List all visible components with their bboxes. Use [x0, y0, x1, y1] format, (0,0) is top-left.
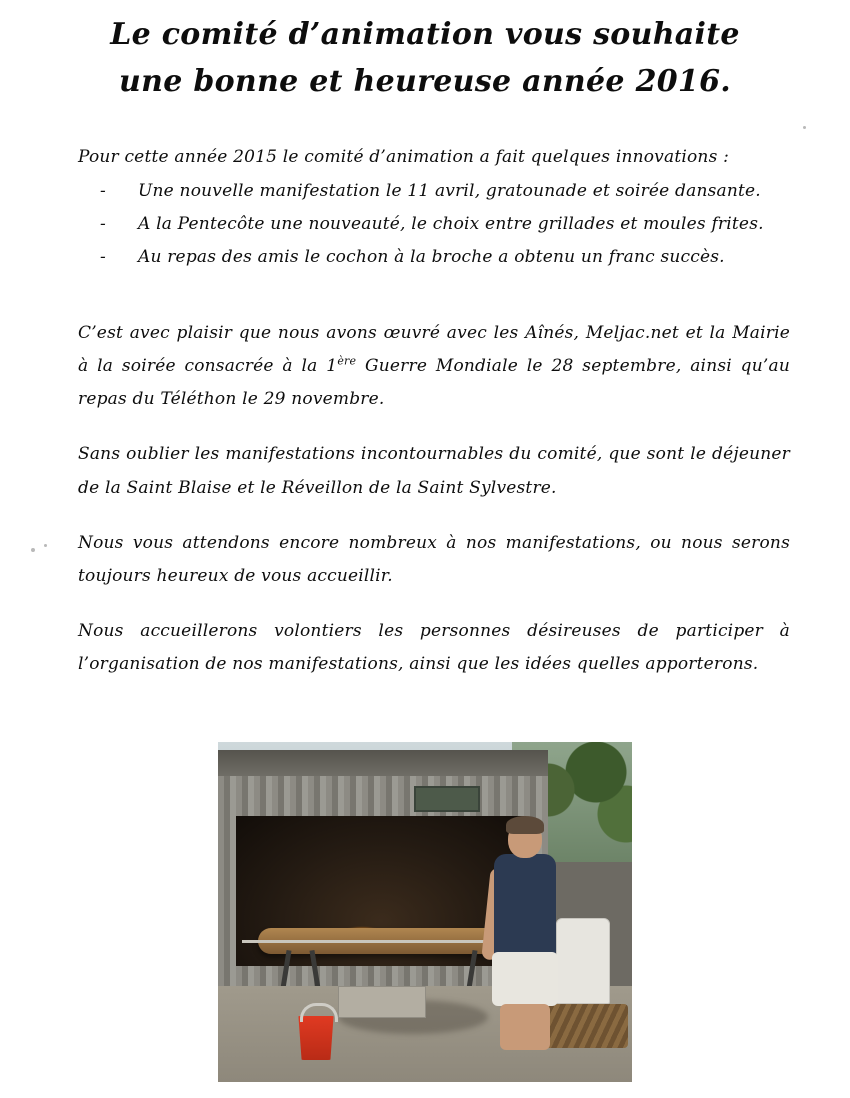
list-item-label: Au repas des amis le cochon à la broche a obtenu un franc succès.	[138, 247, 725, 267]
photo-man-legs	[500, 1004, 550, 1050]
page-title	[52, 12, 798, 105]
bullet-dash: -	[100, 214, 106, 234]
photo-man-hair	[506, 816, 544, 834]
photograph	[218, 742, 632, 1082]
paragraph-text-part2: Guerre Mondiale le 28 septembre, ainsi qu’au repas du Téléthon le 29 novembre.	[78, 356, 791, 410]
list-item-label: Une nouvelle manifestation le 11 avril, gratounade et soirée dansante.	[138, 181, 761, 201]
photo-man-torso	[494, 854, 556, 958]
photo-vent	[414, 786, 480, 812]
intro-paragraph: Pour cette année 2015 le comité d’animation a fait quelques innovations :	[78, 147, 730, 167]
bullet-dash: -	[100, 247, 106, 267]
photo-bucket-handle	[300, 1003, 338, 1022]
scan-speck	[803, 126, 806, 129]
photo-woodpile	[544, 1004, 628, 1048]
innovations-list	[100, 181, 850, 267]
photo-man-shorts	[492, 952, 558, 1006]
scan-speck	[44, 544, 47, 547]
list-item	[100, 247, 850, 267]
list-item	[100, 181, 850, 201]
title-line-2: une bonne et heureuse année 2016.	[118, 63, 732, 99]
list-item	[100, 214, 850, 234]
paragraph-regular-events: Sans oublier les manifestations incontournables du comité, que sont le déjeuner de la Saint Blaise et le Réveillon de la Saint Sylvestre.	[78, 444, 790, 498]
paragraph-invitation: Nous vous attendons encore nombreux à nos manifestations, ou nous serons toujours heureux de vous accueillir.	[78, 532, 790, 586]
ordinal-suffix: ère	[337, 354, 357, 368]
photo-image	[218, 742, 632, 1082]
photo-plastic-chair	[556, 918, 610, 1004]
paragraph-volunteers: Nous accueillerons volontiers les personnes désireuses de participer à l’organisation de nos manifestations, ainsi que les idées quelles apporterons.	[78, 620, 790, 675]
photo-concrete-block	[338, 986, 426, 1018]
list-item-label: A la Pentecôte une nouveauté, le choix entre grillades et moules frites.	[138, 214, 764, 234]
paragraph-text-part1: C’est avec plaisir que nous avons œuvré avec les Aînés, Meljac.net et la Mairie à la soirée consacrée à la 1	[78, 323, 790, 377]
photo-red-bucket	[296, 1016, 336, 1060]
bullet-dash: -	[100, 181, 106, 201]
scan-speck	[31, 548, 35, 552]
photo-shed-roof	[218, 750, 548, 776]
paragraph-partners	[78, 317, 790, 416]
title-line-1: Le comité d’animation vous souhaite	[110, 17, 740, 52]
